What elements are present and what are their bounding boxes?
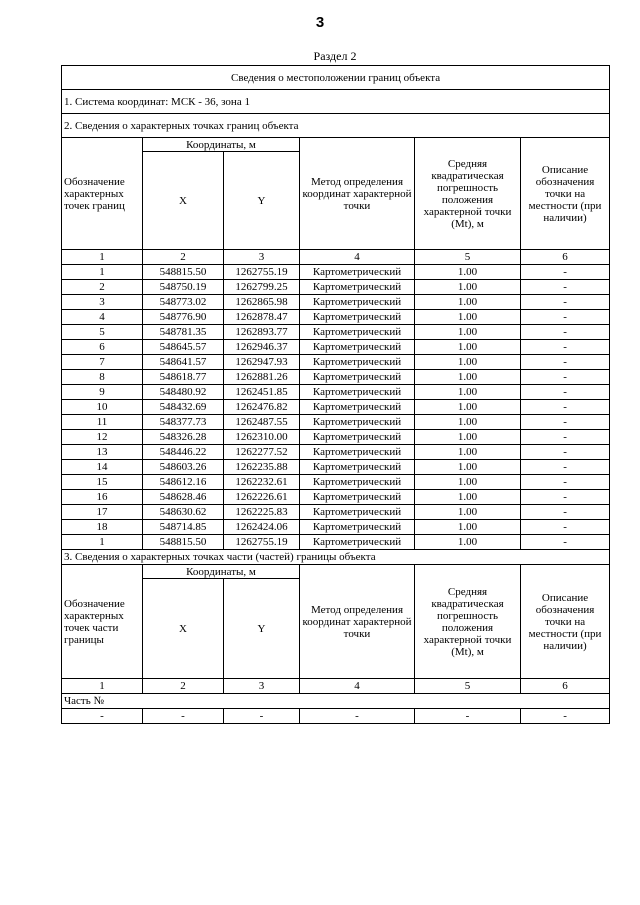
table-cell: - xyxy=(521,535,610,550)
table-cell: 10 xyxy=(62,400,143,415)
table-cell: - xyxy=(521,460,610,475)
table-cell: 1.00 xyxy=(415,355,521,370)
table-cell: - xyxy=(521,370,610,385)
table-cell: 1.00 xyxy=(415,340,521,355)
table-cell: - xyxy=(521,400,610,415)
table-cell: - xyxy=(521,340,610,355)
header-description: Описание обозначения точки на местности (при наличии) xyxy=(521,138,610,250)
table-cell: 548750.19 xyxy=(143,280,224,295)
table-cell: 7 xyxy=(62,355,143,370)
table-cell: Картометрический xyxy=(300,505,415,520)
table-cell: 548776.90 xyxy=(143,310,224,325)
table-cell: 14 xyxy=(62,460,143,475)
table-row xyxy=(62,340,610,355)
column-number: 3 xyxy=(224,679,300,694)
table-cell: Картометрический xyxy=(300,385,415,400)
header-method: Метод определения координат характерной точки xyxy=(300,138,415,250)
table-cell: Картометрический xyxy=(300,310,415,325)
table-cell: 6 xyxy=(62,340,143,355)
table-cell: 17 xyxy=(62,505,143,520)
table-cell: 18 xyxy=(62,520,143,535)
part3-title: 3. Сведения о характерных точках части (частей) границы объекта xyxy=(62,550,610,565)
table-row xyxy=(62,325,610,340)
table-cell: 1262893.77 xyxy=(224,325,300,340)
table-cell: 3 xyxy=(62,295,143,310)
table-cell: 1.00 xyxy=(415,265,521,280)
table-cell: - xyxy=(521,709,610,724)
table-row xyxy=(62,280,610,295)
table-cell: 548618.77 xyxy=(143,370,224,385)
table-cell: - xyxy=(521,355,610,370)
part2-title: 2. Сведения о характерных точках границ объекта xyxy=(62,114,610,138)
table-cell: 1262755.19 xyxy=(224,265,300,280)
header-description: Описание обозначения точки на местности (при наличии) xyxy=(521,565,610,679)
table-cell: Картометрический xyxy=(300,460,415,475)
header-coords: Координаты, м xyxy=(143,138,300,152)
table-cell: Картометрический xyxy=(300,475,415,490)
table-cell: 548781.35 xyxy=(143,325,224,340)
column-number: 5 xyxy=(415,250,521,265)
column-number: 6 xyxy=(521,679,610,694)
header-y: Y xyxy=(224,579,300,679)
table-cell: 13 xyxy=(62,445,143,460)
table-cell: 548773.02 xyxy=(143,295,224,310)
table-cell: - xyxy=(521,310,610,325)
table-cell: 1262277.52 xyxy=(224,445,300,460)
table-cell: 1262799.25 xyxy=(224,280,300,295)
table-cell: 548628.46 xyxy=(143,490,224,505)
table-cell: 1262865.98 xyxy=(224,295,300,310)
column-number-row xyxy=(62,250,610,265)
column-number: 4 xyxy=(300,250,415,265)
table-cell: - xyxy=(521,475,610,490)
header-coords: Координаты, м xyxy=(143,565,300,579)
table-cell: 11 xyxy=(62,415,143,430)
table-cell: Картометрический xyxy=(300,445,415,460)
table-cell: 1 xyxy=(62,265,143,280)
table-cell: 1.00 xyxy=(415,520,521,535)
table-cell: 548480.92 xyxy=(143,385,224,400)
table-cell: - xyxy=(300,709,415,724)
table-cell: - xyxy=(62,709,143,724)
table-cell: 1262225.83 xyxy=(224,505,300,520)
table-row xyxy=(62,460,610,475)
column-number: 4 xyxy=(300,679,415,694)
table-cell: - xyxy=(521,445,610,460)
table-cell: 1.00 xyxy=(415,475,521,490)
table-cell: 1.00 xyxy=(415,490,521,505)
column-number: 2 xyxy=(143,250,224,265)
section-label: Раздел 2 xyxy=(313,49,357,63)
table-cell: - xyxy=(521,415,610,430)
table-cell: 1.00 xyxy=(415,505,521,520)
table-cell: 1262232.61 xyxy=(224,475,300,490)
table-cell: 1.00 xyxy=(415,370,521,385)
table-cell: Картометрический xyxy=(300,325,415,340)
table-cell: 548432.69 xyxy=(143,400,224,415)
table-cell: 1.00 xyxy=(415,460,521,475)
table-row xyxy=(62,430,610,445)
page-number: 3 xyxy=(315,14,325,31)
table-row xyxy=(62,475,610,490)
table-cell: 9 xyxy=(62,385,143,400)
table-row xyxy=(62,355,610,370)
table-cell: 1.00 xyxy=(415,535,521,550)
table-cell: 1262451.85 xyxy=(224,385,300,400)
table-cell: Картометрический xyxy=(300,520,415,535)
table-row xyxy=(62,385,610,400)
table-cell: 548603.26 xyxy=(143,460,224,475)
table-cell: 1 xyxy=(62,535,143,550)
table-cell: Картометрический xyxy=(300,265,415,280)
boundary-table xyxy=(61,65,610,724)
table-cell: 548630.62 xyxy=(143,505,224,520)
table-cell: 1.00 xyxy=(415,325,521,340)
table-cell: 4 xyxy=(62,310,143,325)
table-cell: 1262487.55 xyxy=(224,415,300,430)
column-number: 1 xyxy=(62,250,143,265)
table-cell: 548446.22 xyxy=(143,445,224,460)
table-row xyxy=(62,445,610,460)
column-number: 3 xyxy=(224,250,300,265)
header-y: Y xyxy=(224,152,300,250)
table-cell: 548645.57 xyxy=(143,340,224,355)
table-cell: Картометрический xyxy=(300,295,415,310)
table-row xyxy=(62,370,610,385)
table-row xyxy=(62,490,610,505)
table-cell: 1262235.88 xyxy=(224,460,300,475)
table-cell: 8 xyxy=(62,370,143,385)
column-number: 5 xyxy=(415,679,521,694)
table-cell: 548815.50 xyxy=(143,535,224,550)
table-cell: Картометрический xyxy=(300,415,415,430)
table-cell: - xyxy=(521,265,610,280)
table-cell: 1.00 xyxy=(415,415,521,430)
table-cell: - xyxy=(415,709,521,724)
table-cell: 548641.57 xyxy=(143,355,224,370)
column-number-row xyxy=(62,679,610,694)
table-cell: 1.00 xyxy=(415,430,521,445)
table-cell: 548612.16 xyxy=(143,475,224,490)
table-cell: - xyxy=(521,490,610,505)
table-cell: 1262881.26 xyxy=(224,370,300,385)
table-cell: 548377.73 xyxy=(143,415,224,430)
table-cell: 1.00 xyxy=(415,400,521,415)
table-cell: - xyxy=(521,520,610,535)
table-cell: - xyxy=(521,430,610,445)
table-row xyxy=(62,415,610,430)
column-number: 6 xyxy=(521,250,610,265)
table-row xyxy=(62,310,610,325)
table-cell: 1262226.61 xyxy=(224,490,300,505)
table-cell: 1.00 xyxy=(415,310,521,325)
table-cell: Картометрический xyxy=(300,340,415,355)
table-cell: 1.00 xyxy=(415,295,521,310)
header-designation: Обозначение характерных точек границ xyxy=(62,138,143,250)
table-cell: 16 xyxy=(62,490,143,505)
table-cell: 1.00 xyxy=(415,385,521,400)
table-cell: - xyxy=(521,385,610,400)
table-cell: 1.00 xyxy=(415,280,521,295)
table-row xyxy=(62,535,610,550)
table-cell: - xyxy=(521,280,610,295)
table-cell: 548326.28 xyxy=(143,430,224,445)
table-cell: 1262476.82 xyxy=(224,400,300,415)
table-cell: - xyxy=(521,325,610,340)
header-method: Метод определения координат характерной точки xyxy=(300,565,415,679)
table-cell: 15 xyxy=(62,475,143,490)
column-number: 1 xyxy=(62,679,143,694)
table-cell: 1262755.19 xyxy=(224,535,300,550)
table-cell: 1262424.06 xyxy=(224,520,300,535)
table-cell: 548815.50 xyxy=(143,265,224,280)
coord-system: 1. Система координат: МСК - 36, зона 1 xyxy=(62,90,610,114)
table-cell: - xyxy=(521,505,610,520)
table-row xyxy=(62,295,610,310)
table-cell: 1262947.93 xyxy=(224,355,300,370)
table-row xyxy=(62,265,610,280)
header-x: X xyxy=(143,579,224,679)
header-designation: Обозначение характерных точек части границы xyxy=(62,565,143,679)
table-cell: Картометрический xyxy=(300,370,415,385)
header-error: Средняя квадратическая погрешность положения характерной точки (Mt), м xyxy=(415,565,521,679)
header-x: X xyxy=(143,152,224,250)
table-cell: Картометрический xyxy=(300,430,415,445)
table-cell: 1.00 xyxy=(415,445,521,460)
table-row xyxy=(62,520,610,535)
table-cell: 1262946.37 xyxy=(224,340,300,355)
table-cell: Картометрический xyxy=(300,355,415,370)
table-row xyxy=(62,400,610,415)
table-row xyxy=(62,709,610,724)
table-title: Сведения о местоположении границ объекта xyxy=(62,66,610,90)
column-number: 2 xyxy=(143,679,224,694)
table-cell: - xyxy=(521,295,610,310)
table-cell: Картометрический xyxy=(300,400,415,415)
table-cell: - xyxy=(224,709,300,724)
table-cell: Картометрический xyxy=(300,280,415,295)
table-cell: Картометрический xyxy=(300,490,415,505)
table-cell: 2 xyxy=(62,280,143,295)
table-cell: 1262310.00 xyxy=(224,430,300,445)
table-cell: 12 xyxy=(62,430,143,445)
table-cell: 548714.85 xyxy=(143,520,224,535)
table-cell: - xyxy=(143,709,224,724)
table-row xyxy=(62,505,610,520)
table-cell: 1262878.47 xyxy=(224,310,300,325)
part-label: Часть № xyxy=(62,694,610,709)
table-cell: 5 xyxy=(62,325,143,340)
header-error: Средняя квадратическая погрешность положения характерной точки (Mt), м xyxy=(415,138,521,250)
table-cell: Картометрический xyxy=(300,535,415,550)
